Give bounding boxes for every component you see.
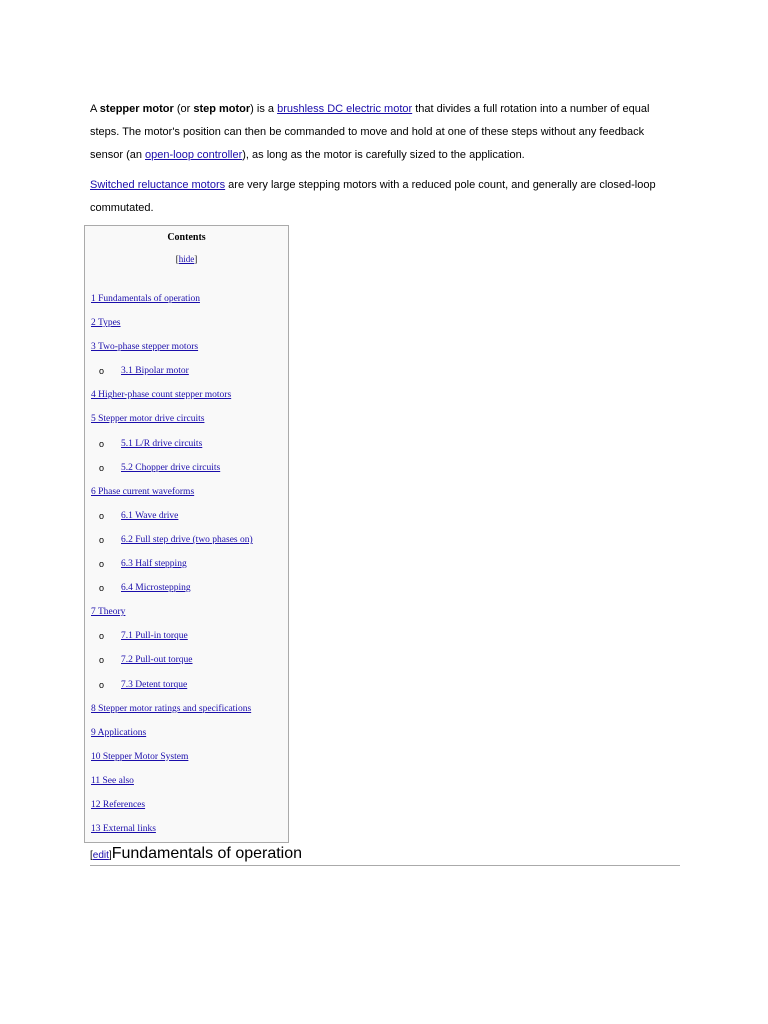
toc-link[interactable]: 6 Phase current waveforms	[91, 486, 195, 497]
bullet-icon: o	[99, 366, 105, 377]
bracket: [	[90, 850, 93, 861]
toc-item	[91, 822, 253, 846]
toc-item	[91, 412, 253, 436]
intro-paragraph-1	[90, 98, 680, 167]
toc-item	[91, 292, 253, 316]
link-brushless-dc-motor[interactable]: brushless DC electric motor	[277, 103, 413, 115]
toc-link[interactable]: 4 Higher-phase count stepper motors	[91, 390, 232, 401]
toc-item	[91, 653, 253, 677]
toc-link[interactable]: 7.2 Pull-out torque	[121, 655, 193, 666]
toc-link[interactable]: 7 Theory	[91, 607, 126, 618]
intro-text: ) is a	[250, 103, 278, 115]
section-title: Fundamentals of operation	[111, 845, 303, 862]
bracket: ]	[108, 850, 112, 861]
bullet-icon: o	[99, 655, 105, 666]
toc-item	[91, 533, 253, 557]
bracket: ]	[194, 254, 198, 264]
toc-item	[91, 316, 253, 340]
toc-link[interactable]: 6.1 Wave drive	[121, 510, 179, 521]
toc-item	[91, 557, 253, 581]
toc-link[interactable]: 7.3 Detent torque	[121, 679, 188, 690]
toc-item	[91, 726, 253, 750]
toc-item	[91, 461, 253, 485]
toc-hide-link[interactable]: hide	[178, 254, 195, 264]
article-body	[90, 98, 680, 227]
table-of-contents	[84, 225, 289, 843]
toc-item	[91, 629, 253, 653]
toc-link[interactable]: 5 Stepper motor drive circuits	[91, 414, 205, 425]
edit-link[interactable]: edit	[92, 850, 109, 861]
toc-link[interactable]: 13 External links	[91, 824, 156, 835]
link-open-loop-controller[interactable]: open-loop controller	[145, 149, 243, 161]
toc-item	[91, 605, 253, 629]
toc-link[interactable]: 1 Fundamentals of operation	[91, 294, 200, 304]
toc-link[interactable]: 6.2 Full step drive (two phases on)	[121, 534, 253, 545]
toc-item	[91, 750, 253, 774]
toc-link[interactable]: 3 Two-phase stepper motors	[91, 342, 199, 353]
toc-item	[91, 388, 253, 412]
toc-link[interactable]: 5.2 Chopper drive circuits	[121, 462, 221, 473]
intro-text: ), as long as the motor is carefully sized to the application.	[242, 149, 525, 161]
bullet-icon: o	[99, 462, 105, 473]
bullet-icon: o	[99, 510, 105, 521]
toc-link[interactable]: 2 Types	[91, 318, 121, 329]
bracket: [	[175, 254, 179, 264]
toc-item	[91, 774, 253, 798]
toc-link[interactable]: 12 References	[91, 799, 146, 810]
edit-section	[90, 850, 112, 861]
toc-item	[91, 364, 253, 388]
intro-text: (or	[173, 103, 194, 115]
intro-text: are very large stepping motors with a reduced pole count, and generally are closed-loop commutated.	[90, 179, 656, 214]
toc-link[interactable]: 9 Applications	[91, 727, 147, 738]
bullet-icon: o	[99, 534, 105, 545]
toc-link[interactable]: 6.4 Microstepping	[121, 583, 191, 594]
toc-title: Contents	[167, 232, 206, 243]
intro-text: that divides a full rotation into a number of equal steps. The motor's position can then be commanded to move and hold at one of these steps without any feedback sensor (an	[90, 103, 650, 161]
bullet-icon: o	[99, 559, 105, 570]
toc-item	[91, 437, 253, 461]
toc-hide-toggle	[85, 254, 288, 264]
intro-paragraph-2	[90, 174, 680, 220]
toc-link[interactable]: 11 See also	[91, 775, 134, 786]
section-heading-fundamentals	[90, 845, 680, 866]
term-step-motor: step motor	[193, 103, 251, 115]
toc-list	[91, 292, 253, 846]
bullet-icon: o	[99, 583, 105, 594]
link-switched-reluctance-motors[interactable]: Switched reluctance motors	[90, 179, 226, 191]
toc-item	[91, 581, 253, 605]
toc-link[interactable]: 6.3 Half stepping	[121, 559, 187, 570]
intro-text: A	[90, 103, 100, 115]
bullet-icon: o	[99, 631, 105, 642]
toc-item	[91, 509, 253, 533]
toc-item	[91, 340, 253, 364]
toc-item	[91, 798, 253, 822]
bullet-icon: o	[99, 438, 105, 449]
toc-link[interactable]: 7.1 Pull-in torque	[121, 631, 188, 642]
toc-link[interactable]: 5.1 L/R drive circuits	[121, 438, 203, 449]
toc-link[interactable]: 8 Stepper motor ratings and specifications	[91, 703, 252, 714]
term-stepper-motor: stepper motor	[99, 103, 174, 115]
bullet-icon: o	[99, 679, 105, 690]
toc-item	[91, 678, 253, 702]
toc-item	[91, 702, 253, 726]
toc-item	[91, 485, 253, 509]
toc-link[interactable]: 10 Stepper Motor System	[91, 751, 189, 762]
toc-link[interactable]: 3.1 Bipolar motor	[121, 366, 189, 377]
